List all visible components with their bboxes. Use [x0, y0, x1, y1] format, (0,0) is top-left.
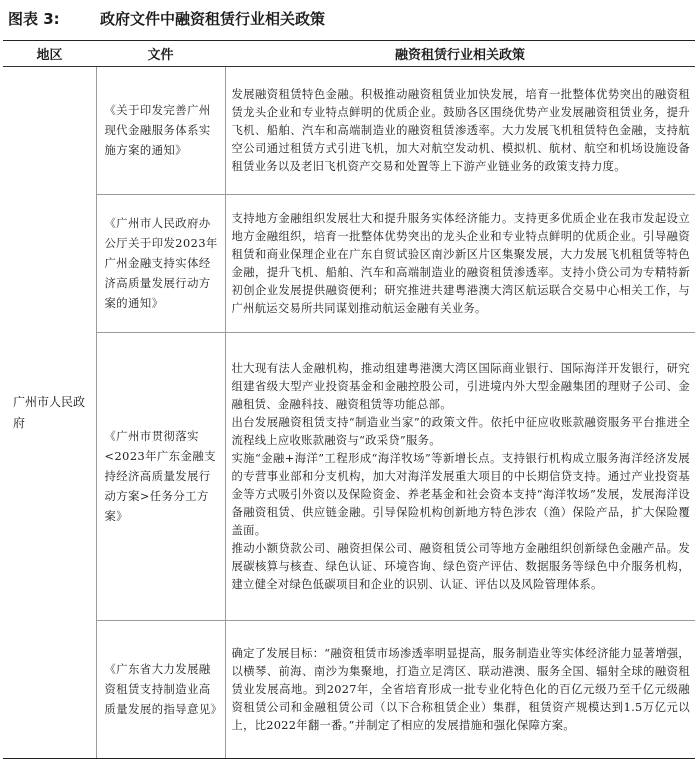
figure-label: 图表 3:	[8, 10, 60, 28]
header-policy: 融资租赁行业相关政策	[225, 41, 695, 67]
table-row	[3, 67, 695, 195]
policy-paragraph: 出台发展融资租赁支持“制造业当家”的政策文件。依托中征应收账款融资服务平台推进全流程线上应收账款融资与“政采贷”服务。	[231, 415, 690, 447]
document-cell: 《关于印发完善广州现代金融服务体系实施方案的通知》	[96, 67, 225, 195]
header-row	[3, 41, 695, 67]
header-document: 文件	[96, 41, 225, 67]
document-cell: 《广州市贯彻落实<2023年广东金融支持经济高质量发展行动方案>任务分工方案》	[96, 333, 225, 621]
policy-paragraph: 壮大现有法人金融机构，推动组建粤港澳大湾区国际商业银行、国际海洋开发银行，研究组建省级大型产业投资基金和金融控股公司，引进境内外大型金融集团的理财子公司、金融租赁、金融科技、融资租赁等功能总部。	[231, 361, 690, 411]
document-cell: 《广东省大力发展融资租赁支持制造业高质量发展的指导意见》	[96, 621, 225, 759]
policy-paragraph: 支持地方金融组织发展壮大和提升服务实体经济能力。支持更多优质企业在我市发起设立地方金融组织，培育一批整体优势突出的龙头企业和专业特点鲜明的优质企业。引导融资租赁和商业保理企业在广东自贸试验区南沙新区片区集聚发展，大力发展飞机租赁等特色金融，提升飞机、船舶、汽车和高端制造业的融资租赁渗透率。支持小贷公司为专精特新初创企业发展提供融资便利；研究推进共建粤港澳大湾区航运联合交易中心相关工作，与广州航运交易所共同谋划推动航运金融有关业务。	[231, 211, 690, 315]
table-row	[3, 333, 695, 621]
policy-paragraph: 实施“金融+海洋”工程形成“海洋牧场”等新增长点。支持银行机构成立服务海洋经济发展的专营事业部和分支机构，加大对海洋发展重大项目的中长期信贷支持。通过产业投资基金等方式吸引外资以及保险资金、养老基金和社会资本支持“海洋牧场”发展，发展海洋设备融资租赁、供应链金融。引导保险机构创新地方特色涉农（渔）保险产品，扩大保险覆盖面。	[231, 451, 690, 537]
policy-table	[3, 40, 695, 759]
header-region: 地区	[3, 41, 96, 67]
policy-cell	[225, 333, 695, 621]
table-row	[3, 195, 695, 333]
policy-paragraph: 推动小额贷款公司、融资担保公司、融资租赁公司等地方金融组织创新绿色金融产品。发展碳核算与核查、绿色认证、环境咨询、绿色资产评估、数据服务等绿色中介服务机构，建立健全对绿色低碳项目和企业的识别、认证、评估以及风险管理体系。	[231, 541, 690, 591]
policy-paragraph: 确定了发展目标：“融资租赁市场渗透率明显提高，服务制造业等实体经济能力显著增强，以横琴、前海、南沙为集聚地，打造立足湾区、联动港澳、服务全国、辐射全球的融资租赁业发展高地。到2027年，全省培育形成一批专业化特色化的百亿元级乃至千亿元级融资租赁公司和金融租赁公司（以下合称租赁企业）集群，租赁资产规模达到1.5万亿元以上，比2022年翻一番。”并制定了相应的发展措施和强化保障方案。	[231, 646, 690, 732]
policy-paragraph: 发展融资租赁特色金融。积极推动融资租赁业加快发展，培育一批整体优势突出的融资租赁龙头企业和专业特点鲜明的优质企业。鼓励各区围绕优势产业发展融资租赁业务，提升飞机、船舶、汽车和高端制造业的融资租赁渗透率。大力发展飞机租赁特色金融，支持航空公司通过租赁方式引进飞机，加大对航空发动机、模拟机、航材、航空和机场设施设备租赁业务以及老旧飞机资产交易和处置等上下游产业链业务的政策支持力度。	[231, 87, 690, 173]
table-row	[3, 621, 695, 759]
region-cell: 广州市人民政府	[3, 67, 96, 759]
policy-cell	[225, 621, 695, 759]
figure-caption: 政府文件中融资租赁行业相关政策	[100, 10, 326, 28]
figure-title	[8, 8, 325, 30]
document-cell: 《广州市人民政府办公厅关于印发2023年广州金融支持实体经济高质量发展行动方案的通知》	[96, 195, 225, 333]
policy-cell	[225, 67, 695, 195]
policy-cell	[225, 195, 695, 333]
